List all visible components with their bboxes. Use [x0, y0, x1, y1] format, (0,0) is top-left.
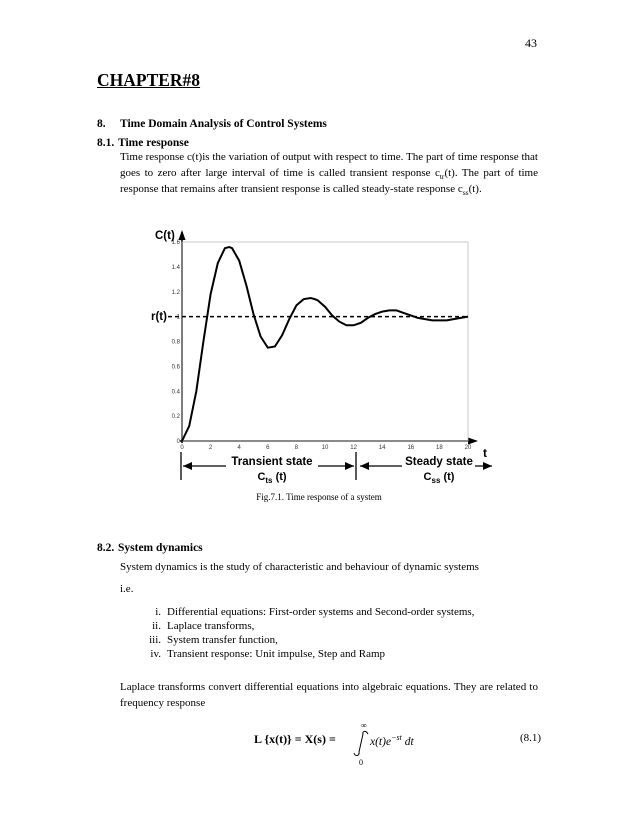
- y-tick-label: 1.2: [171, 289, 180, 296]
- paragraph-text: (t). The part of time response that remains after transient response is called steady-state response c: [120, 167, 538, 195]
- topics-list: [137, 605, 474, 661]
- x-tick-label: 20: [464, 445, 472, 451]
- laplace-paragraph: Laplace transforms convert differential equations into algebraic equations. They are related to frequency response: [120, 681, 538, 709]
- y-tick-label: 1.6: [171, 240, 180, 246]
- section-number: 8.: [97, 118, 106, 130]
- plot-frame: [182, 242, 468, 441]
- list-numeral: ii.: [152, 620, 161, 632]
- list-numeral: iii.: [149, 634, 161, 646]
- x-tick-label: 6: [266, 445, 270, 451]
- equation-8-1: [0, 720, 638, 770]
- list-numeral: iv.: [150, 648, 161, 660]
- integral-sign-icon: [354, 731, 368, 755]
- list-text: Laplace transforms,: [167, 620, 255, 632]
- list-text: System transfer function,: [167, 634, 278, 646]
- transient-state-label: Transient state: [231, 456, 313, 468]
- x-tick-label: 8: [294, 445, 299, 451]
- y-tick-label: 1.4: [171, 264, 180, 271]
- equation-lhs: L {x(t)} = X(s) =: [254, 732, 336, 746]
- section-title: Time response: [118, 137, 189, 149]
- laplace-equation: [0, 720, 638, 770]
- steady-response-label: $C_{ss}$ (t): [423, 471, 455, 485]
- arrowhead-icon: [360, 462, 369, 470]
- chart-axes: [176, 230, 479, 445]
- arrowhead-icon: [483, 462, 492, 470]
- upper-limit: ∞: [361, 721, 367, 730]
- y-tick-label: 0.4: [171, 389, 180, 396]
- steady-state-label: Steady state: [405, 456, 473, 468]
- arrowhead-icon: [345, 462, 354, 470]
- x-tick-label: 16: [407, 445, 415, 451]
- paragraph-text: Time response c(t)is the variation of output with respect to time. The part of time response that goes to zero after large interval of time is called transient response c: [120, 151, 538, 179]
- section-title: System dynamics: [118, 542, 203, 554]
- figure-caption: Fig.7.1. Time response of a system: [256, 492, 382, 502]
- x-axis-label: t: [483, 446, 487, 460]
- section-8-2-heading: [97, 542, 203, 554]
- y-tick-label: 1: [176, 314, 180, 321]
- equation-number: (8.1): [520, 732, 542, 744]
- y-axis-label: C(t): [155, 230, 175, 242]
- section-title: Time Domain Analysis of Control Systems: [120, 118, 327, 130]
- response-curve: [182, 247, 468, 441]
- arrowhead-icon: [183, 462, 192, 470]
- chart-grid: [182, 242, 468, 441]
- x-tick-label: 12: [350, 445, 357, 451]
- ie-label: i.e.: [120, 583, 134, 595]
- x-tick-label: 4: [237, 445, 241, 451]
- x-tick-label: 18: [436, 445, 443, 451]
- list-item: [137, 605, 474, 619]
- x-axis-arrow-icon: [468, 438, 478, 445]
- list-item: [137, 619, 474, 633]
- system-dynamics-intro: System dynamics is the study of characteristic and behaviour of dynamic systems: [120, 561, 479, 573]
- lower-limit: 0: [359, 758, 363, 767]
- list-text: Transient response: Unit impulse, Step and Ramp: [167, 648, 386, 660]
- chapter-title: CHAPTER#8: [97, 70, 201, 90]
- x-tick-label: 0: [180, 445, 184, 451]
- x-tick-label: 2: [208, 445, 213, 451]
- section-number: 8.1.: [97, 137, 115, 149]
- y-tick-label: 0.2: [171, 414, 180, 421]
- paragraph-text: (t).: [468, 183, 482, 195]
- transient-response-label: $C_{ts}$ (t): [257, 471, 287, 485]
- integrand: $x(t)e^{-st}$ dt: [370, 733, 414, 748]
- list-numeral: i.: [155, 606, 161, 618]
- y-tick-label: 0: [176, 439, 180, 445]
- x-tick-label: 10: [321, 445, 329, 451]
- list-item: [137, 647, 474, 661]
- y-axis-arrow-icon: [179, 230, 186, 240]
- y-tick-label: 0.8: [171, 339, 180, 346]
- list-text: Differential equations: First-order systems and Second-order systems,: [167, 606, 475, 618]
- reference-label: r(t): [151, 311, 167, 323]
- x-tick-label: 14: [378, 445, 386, 451]
- subscript: tr: [439, 172, 445, 182]
- page-number: 43: [525, 36, 537, 50]
- subscript: ss: [462, 188, 469, 198]
- list-item: [137, 633, 474, 647]
- section-number: 8.2.: [97, 542, 115, 554]
- y-tick-label: 0.6: [171, 364, 180, 371]
